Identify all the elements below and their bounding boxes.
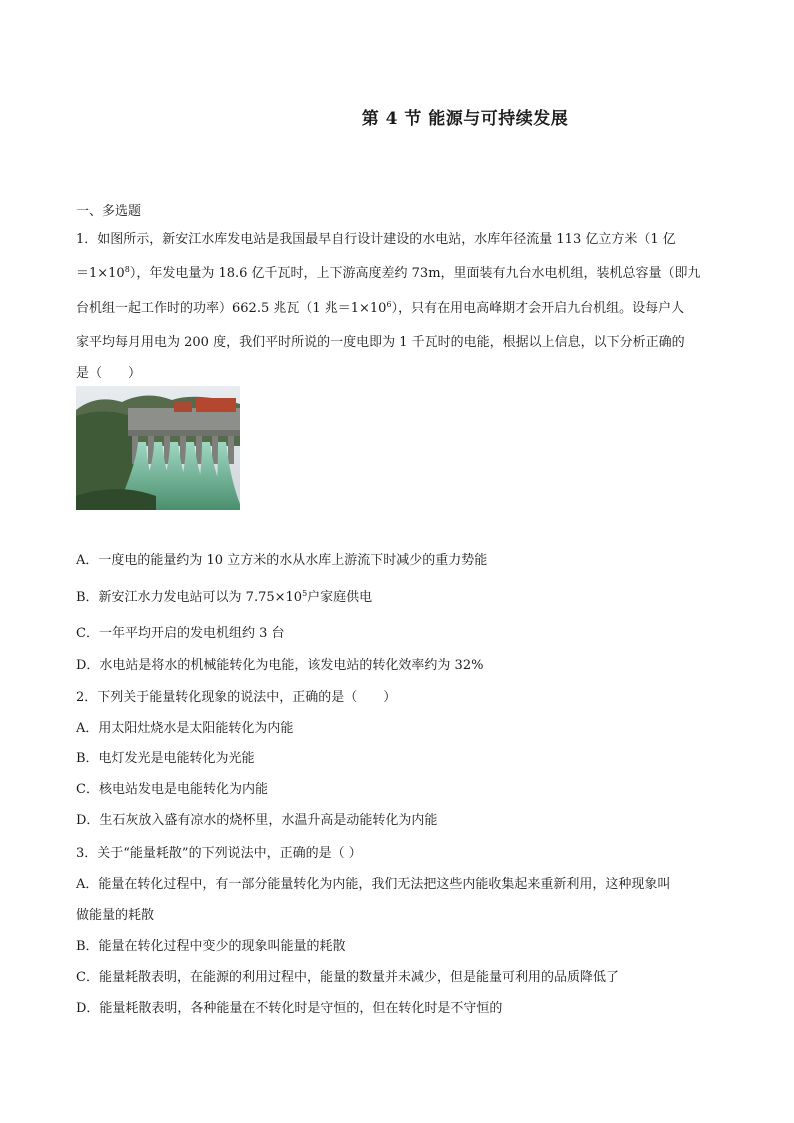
q3-option-c: C．能量耗散表明，在能源的利用过程中，能量的数量并未减少，但是能量可利用的品质降低了 [76,970,619,985]
q1-stem-line-4: 家平均每月用电为 200 度，我们平时所说的一度电即为 1 千瓦时的电能，根据以上信息，以下分析正确的 [76,335,685,350]
q2-option-b: B．电灯发光是电能转化为光能 [76,751,255,766]
dam-photo [76,386,240,510]
q3-option-a-line-1: A．能量在转化过程中，有一部分能量转化为内能，我们无法把这些内能收集起来重新利用，这种现象叫 [76,877,671,892]
q1-stem-line-2: $=1\times 10^8$），年发电量为 18.6 亿千瓦时，上下游高度差约 73m，里面装有九台水电机组，装机总容量（即九 [76,265,701,281]
q2-option-a: A．用太阳灶烧水是太阳能转化为内能 [76,721,294,736]
page-title: 第 4 节 能源与可持续发展 [361,109,569,129]
q2-option-c: C．核电站发电是电能转化为内能 [76,782,268,797]
q3-option-b: B．能量在转化过程中变少的现象叫能量的耗散 [76,939,346,954]
q2-option-d: D．生石灰放入盛有凉水的烧杯里，水温升高是动能转化为内能 [76,813,438,828]
q1-stem-line-5: 是（ ） [76,366,142,381]
q1-option-a: A．一度电的能量约为 10 立方米的水从水库上游流下时减少的重力势能 [76,553,488,568]
q1-option-c: C．一年平均开启的发电机组约 3 台 [76,626,285,641]
q3-stem: 3．关于“能量耗散”的下列说法中，正确的是（ ） [76,846,362,861]
q3-option-d: D．能量耗散表明，各种能量在不转化时是守恒的，但在转化时是不守恒的 [76,1001,503,1016]
q1-option-b: B．新安江水力发电站可以为 $7.75\times 10^5$户家庭供电 [76,589,373,605]
q2-stem: 2．下列关于能量转化现象的说法中，正确的是（ ） [76,690,397,705]
q1-stem-line-1: 1．如图所示，新安江水库发电站是我国最早自行设计建设的水电站，水库年径流量 113 亿立方米（1 亿 [76,232,676,247]
q3-option-a-line-2: 做能量的耗散 [76,908,155,923]
section-heading: 一、多选题 [76,204,142,219]
q1-stem-line-3: 台机组一起工作时的功率）662.5 兆瓦（1 兆$=1\times 10^6$），只有在用电高峰期才会开启九台机组。设每户人 [76,300,685,316]
q1-option-d: D．水电站是将水的机械能转化为电能，该发电站的转化效率约为 32% [76,658,484,673]
